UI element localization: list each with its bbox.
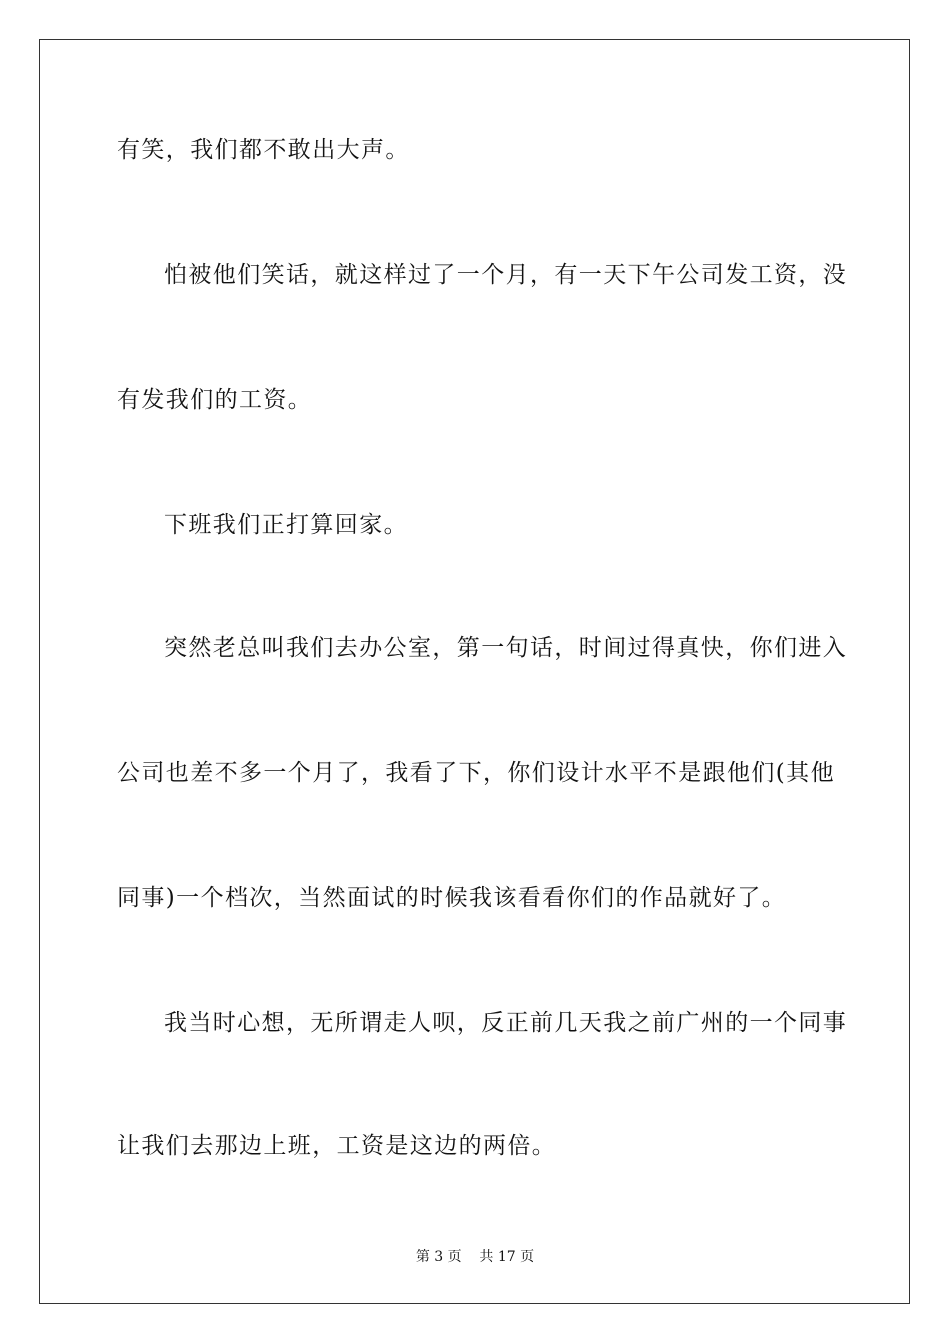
paragraph-5-line-2: 让我们去那边上班，工资是这边的两倍。	[117, 1133, 557, 1159]
paragraph-2-line-2: 有发我们的工资。	[117, 387, 313, 413]
paragraph-3-line-1: 下班我们正打算回家。	[164, 512, 408, 538]
paragraph-4-line-2: 公司也差不多一个月了，我看了下，你们设计水平不是跟他们(其他	[117, 760, 835, 786]
text-line-1: 有笑，我们都不敢出大声。	[117, 137, 410, 163]
paragraph-5-line-1: 我当时心想，无所谓走人呗，反正前几天我之前广州的一个同事	[164, 1010, 848, 1036]
page-number-footer: 第 3 页 共 17 页	[415, 1249, 535, 1265]
paragraph-4-line-1: 突然老总叫我们去办公室，第一句话，时间过得真快，你们进入	[164, 635, 848, 661]
paragraph-2-line-1: 怕被他们笑话，就这样过了一个月，有一天下午公司发工资，没	[164, 262, 848, 288]
paragraph-4-line-3: 同事)一个档次，当然面试的时候我该看看你们的作品就好了。	[117, 885, 787, 911]
page-frame	[39, 39, 910, 1304]
